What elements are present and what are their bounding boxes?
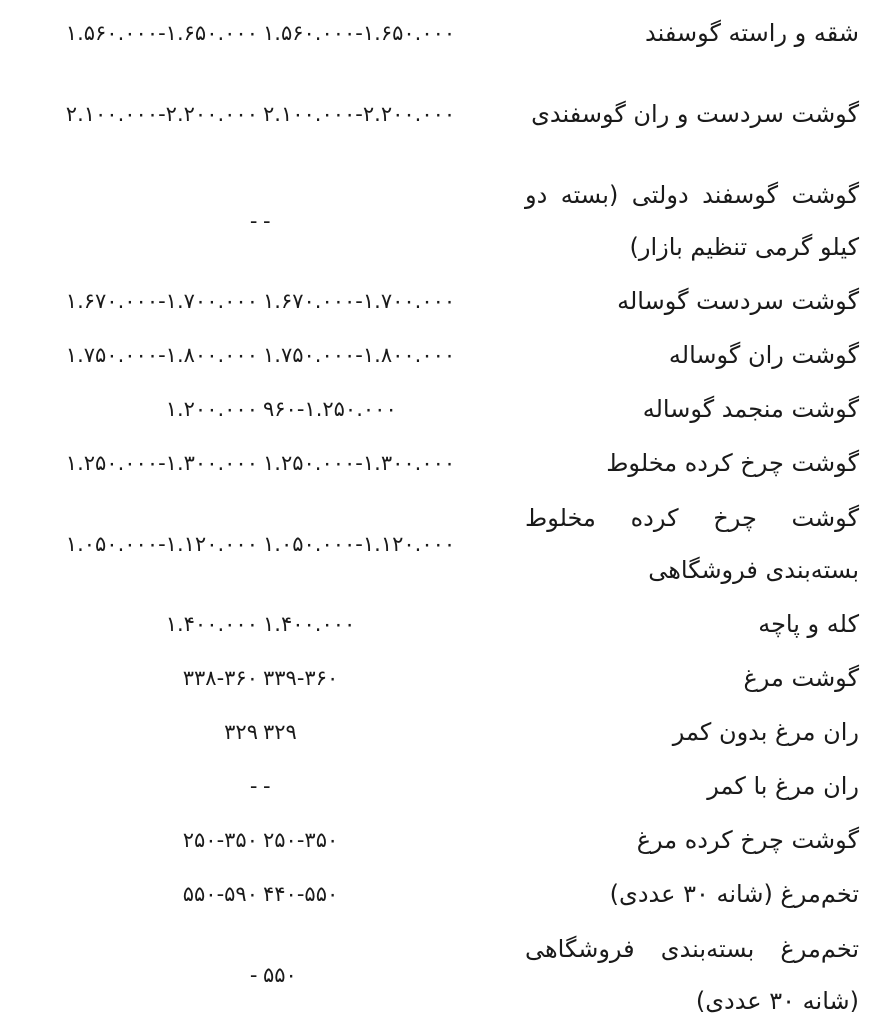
price-b: ۲.۱۰۰.۰۰۰-۲.۲۰۰.۰۰۰ [65,101,258,126]
item-name: گوشت سردست و ران گوسفندی [531,99,859,128]
price-a: - [263,774,272,798]
price-b: - [249,774,258,798]
price-b: ۲۵۰-۳۵۰ [182,828,258,852]
item-name: گوشت ران گوساله [668,341,859,369]
table-row [0,813,881,867]
price-b: ۱.۵۶۰.۰۰۰-۱.۶۵۰.۰۰۰ [65,21,258,45]
table-row [0,867,881,921]
item-name: گوشت سردست گوساله [617,287,859,315]
table-row [0,436,881,490]
price-a: ۳۲۹ [263,720,297,744]
price-a: ۱.۰۵۰.۰۰۰-۱.۱۲۰.۰۰۰ [263,531,456,556]
item-name: تخم‌مرغ بسته‌بندی فروشگاهی (شانه ۳۰ عددی) [525,934,859,1015]
table-row [0,921,881,1028]
item-name: گوشت منجمد گوساله [642,395,859,423]
price-a: ۴۴۰-۵۵۰ [263,882,339,906]
price-b: ۳۲۹ [224,720,258,744]
item-name: شقه و راسته گوسفند [645,19,859,47]
price-b: ۱.۲۵۰.۰۰۰-۱.۳۰۰.۰۰۰ [65,451,258,475]
table-row [0,597,881,651]
price-a: ۱.۲۵۰.۰۰۰-۱.۳۰۰.۰۰۰ [263,451,456,475]
price-a: - [263,208,272,233]
price-b: - [249,962,258,987]
price-table [0,6,881,1028]
price-a: ۲۵۰-۳۵۰ [263,828,339,852]
item-name: گوشت چرخ کرده مرغ [636,826,859,854]
item-name: گوشت گوسفند دولتی (بسته دو کیلو گرمی تنظیم بازار) [525,180,859,261]
price-b: ۱.۲۰۰.۰۰۰ [165,397,258,421]
item-name: گوشت مرغ [743,664,859,692]
table-row [0,6,881,60]
table-row [0,274,881,328]
price-b: ۵۵۰-۵۹۰ [182,882,258,906]
price-b: ۱.۰۵۰.۰۰۰-۱.۱۲۰.۰۰۰ [65,531,258,556]
price-b: - [249,208,258,233]
table-row [0,651,881,705]
item-name: کله و پاچه [758,610,859,638]
item-name: ران مرغ بدون کمر [672,718,859,746]
price-b: ۱.۶۷۰.۰۰۰-۱.۷۰۰.۰۰۰ [65,289,258,313]
price-a: ۱.۶۷۰.۰۰۰-۱.۷۰۰.۰۰۰ [263,289,456,313]
price-b: ۳۳۸-۳۶۰ [182,666,258,690]
price-a: ۹۶۰-۱.۲۵۰.۰۰۰ [263,397,397,421]
table-row [0,490,881,597]
item-name: گوشت چرخ کرده مخلوط بسته‌بندی فروشگاهی [525,503,859,584]
price-a: ۱.۴۰۰.۰۰۰ [263,612,356,636]
price-a: ۱.۷۵۰.۰۰۰-۱.۸۰۰.۰۰۰ [263,343,456,367]
price-a: ۵۵۰ [263,962,297,987]
table-row [0,382,881,436]
table-row [0,705,881,759]
table-row [0,328,881,382]
table-row [0,60,881,167]
price-a: ۲.۱۰۰.۰۰۰-۲.۲۰۰.۰۰۰ [263,101,456,126]
item-name: تخم‌مرغ (شانه ۳۰ عددی) [609,880,859,908]
price-a: ۱.۵۶۰.۰۰۰-۱.۶۵۰.۰۰۰ [263,21,456,45]
item-name: گوشت چرخ کرده مخلوط [606,449,859,477]
item-name: ران مرغ با کمر [707,772,859,800]
price-b: ۱.۴۰۰.۰۰۰ [165,612,258,636]
table-row [0,167,881,274]
price-a: ۳۳۹-۳۶۰ [263,666,339,690]
price-b: ۱.۷۵۰.۰۰۰-۱.۸۰۰.۰۰۰ [65,343,258,367]
table-row [0,759,881,813]
